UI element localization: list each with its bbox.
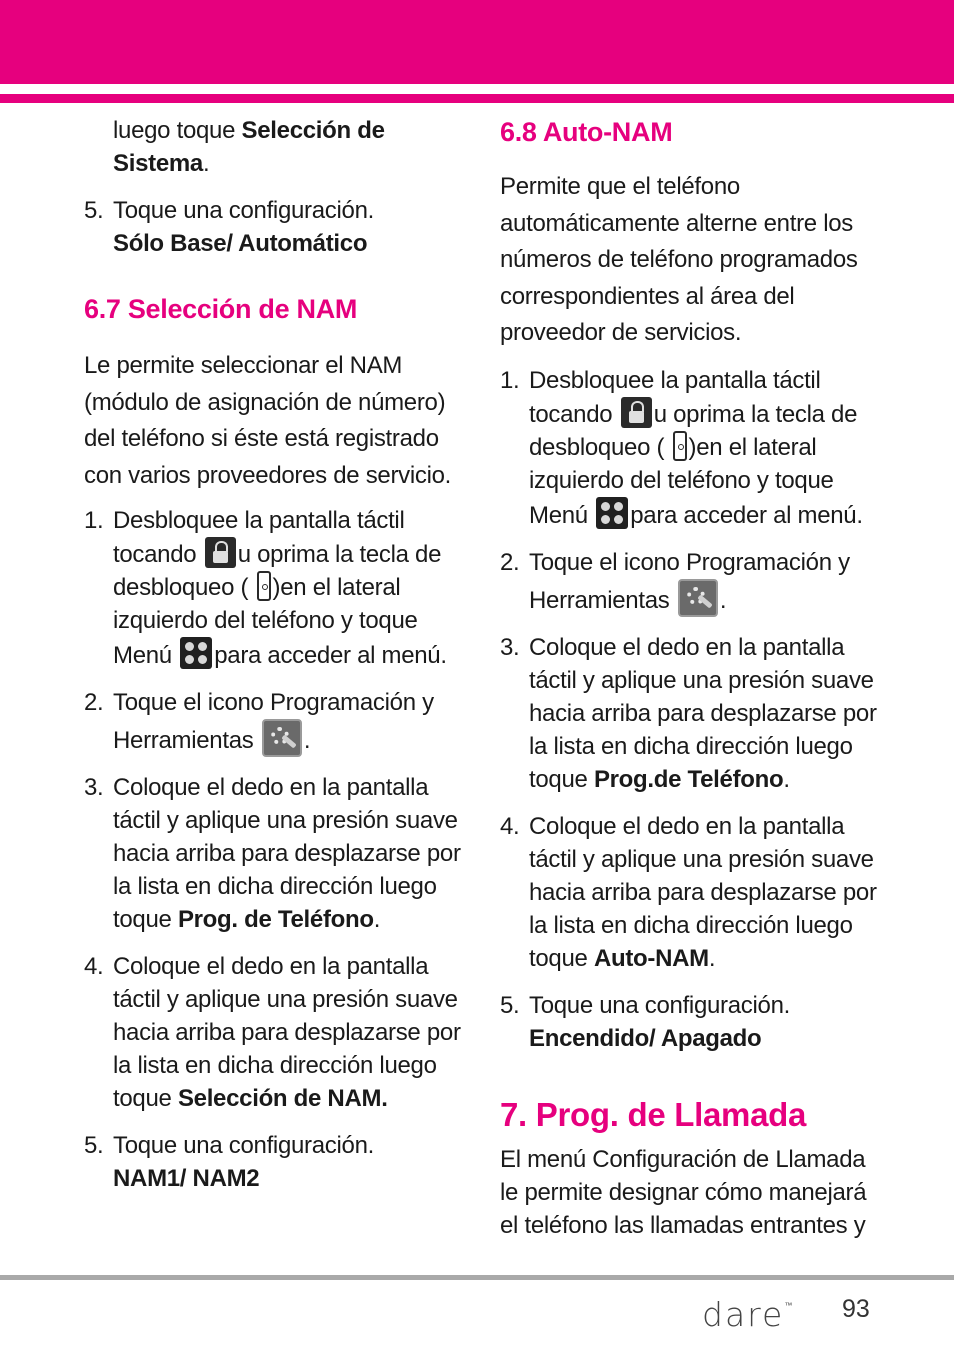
list-item: 2. Toque el icono Programación y Herramientas . bbox=[84, 686, 464, 757]
list-item: 4. Coloque el dedo en la pantalla táctil y aplique una presión suave hacia arriba para desplazarse por la lista en dicha dirección luego toque Selección de NAM. bbox=[84, 953, 461, 1112]
section-heading: 6.7 Selección de NAM bbox=[84, 294, 358, 324]
list-item: 3. Coloque el dedo en la pantalla táctil y aplique una presión suave hacia arriba para desplazarse por la lista en dicha dirección luego toque Prog.de Teléfono. bbox=[500, 633, 877, 793]
continued-step: luego toque Selección de Sistema. bbox=[113, 117, 385, 177]
menu-icon bbox=[596, 497, 628, 529]
chapter-intro: El menú Configuración de Llamada le permite designar cómo manejará el teléfono las llamadas entrantes y bbox=[500, 1145, 867, 1239]
unlock-key-icon bbox=[673, 431, 687, 461]
list-item: 2. Toque el icono Programación y Herramientas . bbox=[500, 546, 880, 617]
header-rule bbox=[0, 94, 954, 103]
lock-icon bbox=[205, 537, 236, 568]
list-item: 4. Coloque el dedo en la pantalla táctil y aplique una presión suave hacia arriba para desplazarse por la lista en dicha dirección luego toque Auto-NAM. bbox=[500, 812, 877, 972]
settings-tools-icon bbox=[262, 719, 302, 757]
list-item: 5. Toque una configuración. Encendido/ Apagado bbox=[500, 991, 790, 1052]
section-heading: 6.8 Auto-NAM bbox=[500, 117, 673, 147]
unlock-key-icon bbox=[257, 571, 271, 601]
menu-icon bbox=[180, 637, 212, 669]
settings-tools-icon bbox=[678, 579, 718, 617]
right-column bbox=[500, 110, 880, 1242]
list-item: 5. Toque una configuración. NAM1/ NAM2 bbox=[84, 1132, 374, 1192]
brand-logo: dare™ bbox=[702, 1295, 793, 1334]
chapter-title: 7. Prog. de Llamada bbox=[500, 1095, 807, 1133]
intro-paragraph: Permite que el teléfono automáticamente alterne entre los números de teléfono programados correspondientes al área del proveedor de servicios. bbox=[500, 173, 858, 346]
footer-rule bbox=[0, 1275, 954, 1280]
list-item: 5. Toque una configuración. Sólo Base/ Automático bbox=[84, 197, 374, 257]
left-column bbox=[84, 110, 464, 1209]
system-selection-label: Selección de Sistema bbox=[113, 117, 385, 177]
header-band bbox=[0, 0, 954, 84]
list-item: 1. Desbloquee la pantalla táctil tocando u oprima la tecla de desbloqueo ( )en el lateral izquierdo del teléfono y toque Menú para acceder al menú. bbox=[84, 507, 447, 669]
lock-icon bbox=[621, 397, 652, 428]
list-item: 3. Coloque el dedo en la pantalla táctil y aplique una presión suave hacia arriba para desplazarse por la lista en dicha dirección luego toque Prog. de Teléfono. bbox=[84, 774, 461, 933]
intro-paragraph: Le permite seleccionar el NAM (módulo de asignación de número) del teléfono si éste está registrado con varios proveedores de servicio. bbox=[84, 352, 452, 489]
list-item: 1. Desbloquee la pantalla táctil tocando u oprima la tecla de desbloqueo ( )en el lateral izquierdo del teléfono y toque Menú para acceder al menú. bbox=[500, 366, 863, 529]
page-number: 93 bbox=[842, 1295, 870, 1323]
